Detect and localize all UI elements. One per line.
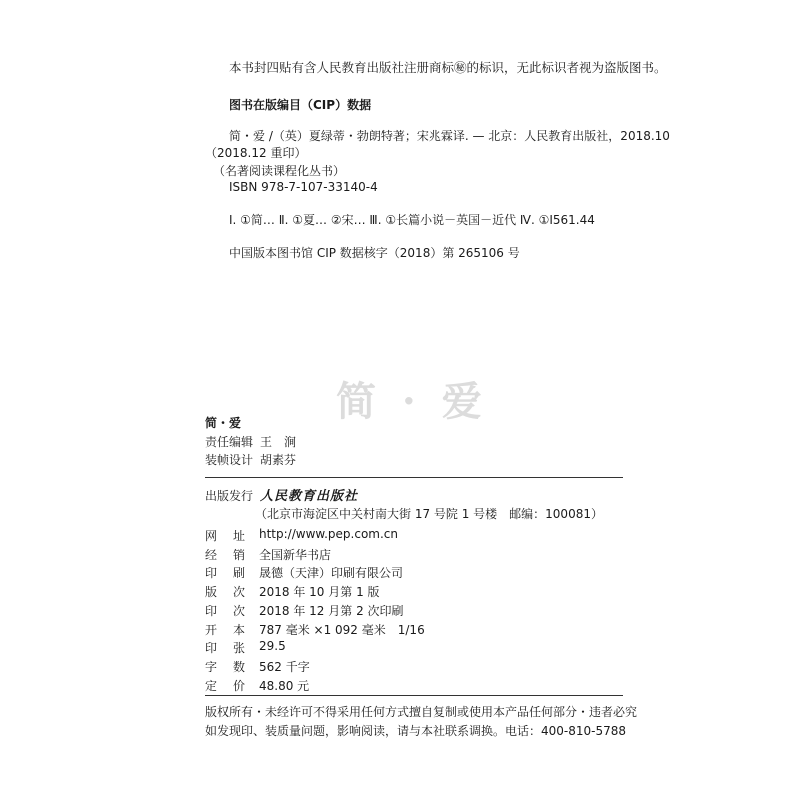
imprint-row-label-char: 字 xyxy=(205,660,218,674)
imprint-row-value: 787 毫米 ×1 092 毫米 1/16 xyxy=(259,623,425,637)
imprint-row-label-char: 次 xyxy=(232,585,245,599)
imprint-row-label-char: 张 xyxy=(232,641,245,655)
editor-name: 王 涧 xyxy=(260,435,297,449)
designer-label: 装帧设计 xyxy=(205,453,254,467)
imprint-row-label-char: 定 xyxy=(205,679,218,693)
editor-label: 责任编辑 xyxy=(205,435,254,449)
piracy-notice: 本书封四贴有含人民教育出版社注册商标㊙的标识，无此标识者视为盗版图书。 xyxy=(229,60,667,75)
cip-line-3: （名著阅读课程化丛书） xyxy=(213,164,346,178)
designer-name: 胡素芬 xyxy=(260,453,297,467)
imprint-row-label-char: 印 xyxy=(205,566,218,580)
imprint-row-value: 全国新华书店 xyxy=(259,548,332,562)
imprint-row-label xyxy=(205,639,245,656)
imprint-row-label-char: 本 xyxy=(232,623,245,637)
publisher-logo: 人民教育出版社 xyxy=(260,489,359,504)
imprint-row-label-char: 刷 xyxy=(232,566,245,580)
copyright-line-1: 版权所有・未经许可不得采用任何方式擅自复制或使用本产品任何部分・违者必究 xyxy=(205,705,638,719)
imprint-row-label xyxy=(205,564,245,581)
imprint-row-label-char: 经 xyxy=(205,548,218,562)
publisher-label: 出版发行 xyxy=(205,489,254,503)
copyright-line-2: 如发现印、装质量问题，影响阅读，请与本社联系调换。电话：400-810-5788 xyxy=(205,724,627,738)
cip-line-1: 简・爱 /（英）夏绿蒂・勃朗特著；宋兆霖译. — 北京：人民教育出版社，2018.10 xyxy=(229,129,670,143)
imprint-row-label-char: 版 xyxy=(205,585,218,599)
cip-line-2: （2018.12 重印） xyxy=(205,146,307,160)
imprint-row-label xyxy=(205,546,245,563)
cip-heading: 图书在版编目（CIP）数据 xyxy=(229,98,372,112)
faint-title-watermark: 简 · 爱 xyxy=(336,378,488,425)
imprint-row-value: 晟德（天津）印刷有限公司 xyxy=(259,566,404,580)
imprint-row-label-char: 次 xyxy=(232,604,245,618)
imprint-row-label xyxy=(205,583,245,600)
imprint-row-value: 29.5 xyxy=(259,639,286,653)
imprint-row-label-char: 印 xyxy=(205,641,218,655)
imprint-row-label xyxy=(205,621,245,638)
imprint-row-label-char: 数 xyxy=(232,660,245,674)
imprint-row-label-char: 价 xyxy=(232,679,245,693)
cip-isbn: ISBN 978-7-107-33140-4 xyxy=(229,180,378,194)
imprint-row-label xyxy=(205,677,245,694)
publisher-address: （北京市海淀区中关村南大街 17 号院 1 号楼 邮编：100081） xyxy=(255,507,603,521)
book-title: 简・爱 xyxy=(205,416,242,430)
imprint-row-label-char: 网 xyxy=(205,529,218,543)
cip-record-number: 中国版本图书馆 CIP 数据核字（2018）第 265106 号 xyxy=(229,246,520,260)
cip-classification: Ⅰ. ①简… Ⅱ. ①夏… ②宋… Ⅲ. ①长篇小说－英国－近代 Ⅳ. ①I561.44 xyxy=(229,213,595,227)
imprint-row-value: 2018 年 12 月第 2 次印刷 xyxy=(259,604,404,618)
imprint-row-label xyxy=(205,602,245,619)
imprint-row-value: http://www.pep.com.cn xyxy=(259,527,398,541)
imprint-row-label-char: 址 xyxy=(232,529,245,543)
imprint-row-label-char: 销 xyxy=(232,548,245,562)
imprint-row-value: 48.80 元 xyxy=(259,679,310,693)
imprint-row-label xyxy=(205,527,245,544)
divider-bottom xyxy=(205,695,623,696)
imprint-row-label-char: 开 xyxy=(205,623,218,637)
imprint-row-label xyxy=(205,658,245,675)
imprint-row-value: 2018 年 10 月第 1 版 xyxy=(259,585,380,599)
divider-top xyxy=(205,477,623,478)
imprint-row-value: 562 千字 xyxy=(259,660,310,674)
imprint-row-label-char: 印 xyxy=(205,604,218,618)
